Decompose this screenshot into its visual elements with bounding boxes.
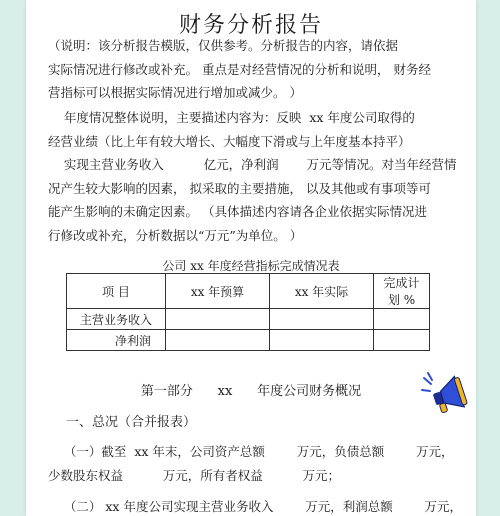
- table-cell: 净利润: [67, 330, 166, 351]
- overview-line: 实现主营业务收入 亿元，净利润 万元等情况。对当年经营情: [48, 157, 457, 172]
- table-cell: [270, 309, 374, 330]
- table-cell: [270, 330, 374, 351]
- table-cell: [374, 309, 430, 330]
- megaphone-icon: [420, 370, 472, 422]
- table-cell: 主营业务收入: [67, 309, 166, 330]
- section-title: 第一部分 xx 年度公司财务概况: [140, 384, 362, 399]
- table-cell: [166, 330, 270, 351]
- overview-line: 况产生较大影响的因素， 拟采取的主要措施， 以及其他或有事项等可: [48, 180, 431, 196]
- body-line: （二） xx 年度公司实现主营业务收入 万元，利润总额 万元，: [48, 499, 463, 514]
- overview-paragraph: [48, 106, 468, 247]
- overview-line: 能产生影响的未确定因素。 （具体描述内容请各企业依据实际情况进: [48, 204, 427, 219]
- table-row: [67, 309, 430, 330]
- overview-line: 年度情况整体说明，主要描述内容为：反映 xx 年度公司取得的: [48, 110, 415, 125]
- body-line: 少数股东权益 万元，所有者权益 万元；: [48, 468, 340, 483]
- table-header-cell: xx 年实际: [270, 274, 374, 309]
- section-subhead: 一、总况（合并报表）: [66, 415, 197, 430]
- table-row: [67, 330, 430, 351]
- table-header-row: [67, 274, 430, 309]
- table-header-cell: xx 年预算: [166, 274, 270, 309]
- overview-line: 经营业绩（比上年有较大增长、大幅度下滑或与上年度基本持平）: [48, 133, 411, 149]
- kpi-table: [66, 273, 430, 351]
- body-line: （一）截至 xx 年末，公司资产总额 万元，负债总额 万元，: [48, 444, 454, 459]
- table-header-cell: 完成计划 %: [374, 274, 430, 309]
- report-page: [26, 0, 476, 516]
- table-header-cell: 项 目: [67, 274, 166, 309]
- report-title: 财务分析报告: [178, 13, 323, 38]
- table-caption: 公司 xx 年度经营指标完成情况表: [162, 259, 340, 273]
- intro-line: （说明：该分析报告模版，仅供参考。分析报告的内容，请依据: [48, 38, 399, 53]
- intro-line: 实际情况进行修改或补充。 重点是对经营情况的分析和说明， 财务经: [48, 61, 431, 77]
- table-cell: [374, 330, 430, 351]
- table-cell: [166, 309, 270, 330]
- intro-paragraph: [48, 34, 468, 105]
- overview-line: 行修改或补充，分析数据以“万元”为单位。 ）: [48, 227, 303, 243]
- intro-line: 营指标可以根据实际情况进行增加或减少。 ）: [48, 85, 302, 100]
